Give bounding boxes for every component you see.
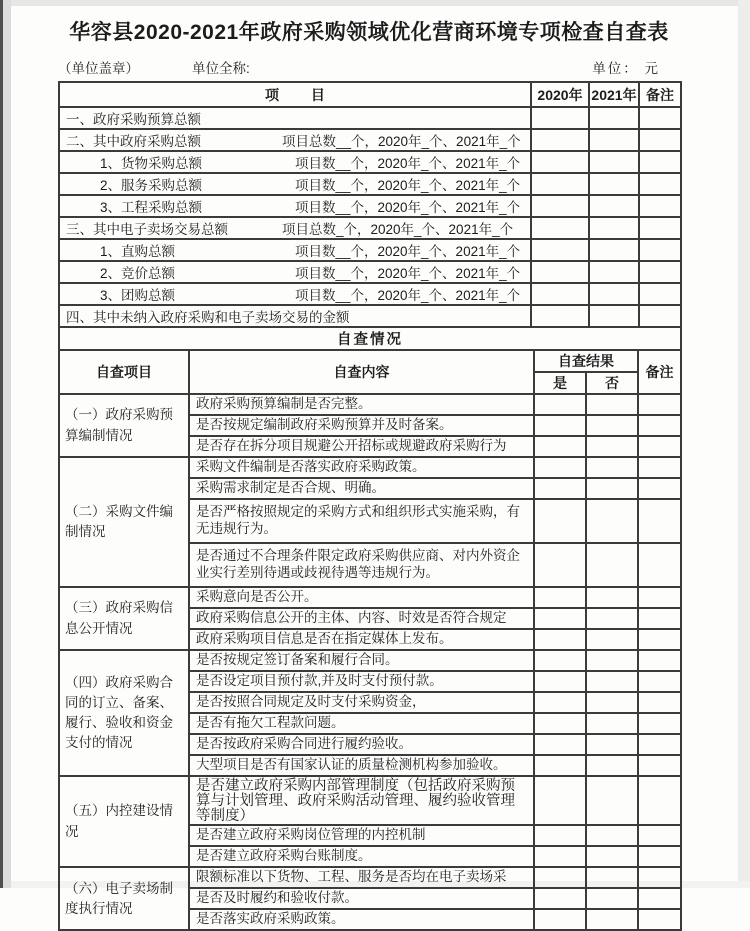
- document-page: [58, 0, 680, 931]
- result-yes-cell: [534, 629, 586, 650]
- row-label: 二、其中政府采购总额: [66, 134, 201, 149]
- note-cell: [638, 436, 681, 457]
- header-note: 备注: [639, 82, 681, 107]
- result-no-cell: [586, 888, 638, 909]
- result-yes-cell: [534, 671, 586, 692]
- result-no-cell: [586, 846, 638, 867]
- summary-header-row: [59, 82, 681, 107]
- selfcheck-header-row-1: [59, 350, 681, 372]
- result-yes-cell: [534, 713, 586, 734]
- result-no-cell: [586, 825, 638, 846]
- value-cell-2020: [531, 283, 589, 305]
- row-label-cell: [59, 239, 531, 261]
- check-item-text: 是否严格按照规定的采购方式和组织形式实施采购，有无违规行为。: [189, 499, 534, 543]
- result-yes-cell: [534, 608, 586, 629]
- note-cell: [638, 629, 681, 650]
- header-item: 项 目: [59, 82, 531, 107]
- header-project: 自查项目: [59, 350, 189, 394]
- check-row: [59, 587, 681, 608]
- result-yes-cell: [534, 776, 586, 825]
- result-yes-cell: [534, 755, 586, 776]
- note-cell: [638, 415, 681, 436]
- note-cell: [638, 867, 681, 888]
- selfcheck-section-title: 自查情况: [59, 327, 681, 350]
- result-no-cell: [586, 692, 638, 713]
- summary-row: [59, 173, 681, 195]
- note-cell: [639, 195, 681, 217]
- result-no-cell: [586, 478, 638, 499]
- result-yes-cell: [534, 394, 586, 415]
- result-yes-cell: [534, 543, 586, 587]
- scan-edge-right: [738, 0, 750, 888]
- header-result: 自查结果: [534, 350, 638, 372]
- row-label: 2、服务采购总额: [100, 178, 203, 193]
- summary-row: [59, 129, 681, 151]
- result-no-cell: [586, 629, 638, 650]
- check-item-text: 是否落实政府采购政策。: [189, 909, 534, 930]
- summary-row: [59, 305, 681, 327]
- note-cell: [638, 755, 681, 776]
- group-label-cell: （三）政府采购信息公开情况: [59, 587, 189, 650]
- value-cell-2021: [589, 151, 639, 173]
- row-label: 三、其中电子卖场交易总额: [66, 222, 228, 237]
- note-cell: [639, 239, 681, 261]
- value-cell-2021: [589, 305, 639, 327]
- header-yes: 是: [534, 372, 586, 394]
- summary-row: [59, 107, 681, 129]
- result-yes-cell: [534, 415, 586, 436]
- check-row: [59, 457, 681, 478]
- value-cell-2021: [589, 261, 639, 283]
- note-cell: [638, 608, 681, 629]
- summary-table: [58, 81, 682, 328]
- seal-label: （单位盖章）: [58, 61, 139, 76]
- result-no-cell: [586, 499, 638, 543]
- result-yes-cell: [534, 909, 586, 930]
- check-row: [59, 394, 681, 415]
- header-2021: 2021年: [589, 82, 639, 107]
- note-cell: [639, 129, 681, 151]
- result-no-cell: [586, 713, 638, 734]
- result-yes-cell: [534, 587, 586, 608]
- row-info: 项目数__个，2020年_个、2021年_个: [295, 200, 521, 215]
- result-no-cell: [586, 909, 638, 930]
- row-label: 1、货物采购总额: [100, 156, 203, 171]
- check-item-text: 是否按规定编制政府采购预算并及时备案。: [189, 415, 534, 436]
- check-item-text: 是否通过不合理条件限定政府采购供应商、对内外资企业实行差别待遇或歧视待遇等违规行为。: [189, 543, 534, 587]
- header-content: 自查内容: [189, 350, 534, 394]
- row-label: 一、政府采购预算总额: [66, 112, 201, 127]
- summary-row: [59, 151, 681, 173]
- note-cell: [638, 825, 681, 846]
- check-item-text: 采购需求制定是否合规、明确。: [189, 478, 534, 499]
- check-item-text: 是否按规定签订备案和履行合同。: [189, 650, 534, 671]
- check-row: [59, 650, 681, 671]
- result-no-cell: [586, 867, 638, 888]
- row-label-cell: [59, 283, 531, 305]
- header-2020: 2020年: [531, 82, 589, 107]
- check-item-text: 是否有拖欠工程款问题。: [189, 713, 534, 734]
- value-cell-2020: [531, 173, 589, 195]
- row-info: 项目数__个，2020年_个、2021年_个: [295, 288, 521, 303]
- check-item-text: 是否按照合同规定及时支付采购资金，: [189, 692, 534, 713]
- value-cell-2020: [531, 129, 589, 151]
- note-cell: [638, 650, 681, 671]
- page-title: 华容县2020-2021年政府采购领域优化营商环境专项检查自查表: [69, 21, 669, 44]
- check-item-text: 是否存在拆分项目规避公开招标或规避政府采购行为: [189, 436, 534, 457]
- value-cell-2021: [589, 107, 639, 129]
- note-cell: [639, 107, 681, 129]
- value-cell-2020: [531, 261, 589, 283]
- row-info: 项目数__个，2020年_个、2021年_个: [295, 244, 521, 259]
- result-yes-cell: [534, 499, 586, 543]
- result-yes-cell: [534, 846, 586, 867]
- result-no-cell: [586, 671, 638, 692]
- check-item-text: 采购意向是否公开。: [189, 587, 534, 608]
- note-cell: [638, 499, 681, 543]
- row-label-cell: [59, 107, 531, 129]
- check-item-text: 是否建立政府采购岗位管理的内控机制: [189, 825, 534, 846]
- result-no-cell: [586, 734, 638, 755]
- scan-edge-left-light: [3, 0, 11, 888]
- group-label-cell: （六）电子卖场制度执行情况: [59, 867, 189, 930]
- row-info: 项目数__个，2020年_个、2021年_个: [295, 266, 521, 281]
- check-item-text: 是否及时履约和验收付款。: [189, 888, 534, 909]
- value-cell-2020: [531, 107, 589, 129]
- selfcheck-table: [58, 326, 682, 931]
- note-cell: [639, 173, 681, 195]
- row-label: 四、其中未纳入政府采购和电子卖场交易的金额: [66, 310, 350, 325]
- result-no-cell: [586, 776, 638, 825]
- result-yes-cell: [534, 436, 586, 457]
- check-item-text: 是否设定项目预付款,并及时支付预付款。: [189, 671, 534, 692]
- value-cell-2021: [589, 217, 639, 239]
- note-cell: [639, 151, 681, 173]
- group-label-cell: （一）政府采购预算编制情况: [59, 394, 189, 457]
- note-cell: [638, 587, 681, 608]
- result-no-cell: [586, 587, 638, 608]
- check-item-text: 政府采购信息公开的主体、内容、时效是否符合规定: [189, 608, 534, 629]
- summary-row: [59, 261, 681, 283]
- check-item-text: 是否建立政府采购内部管理制度（包括政府采购预算与计划管理、政府采购活动管理、履约验收管理等制度）: [189, 776, 534, 825]
- note-cell: [638, 909, 681, 930]
- check-row: [59, 867, 681, 888]
- value-cell-2020: [531, 195, 589, 217]
- summary-row: [59, 195, 681, 217]
- result-no-cell: [586, 415, 638, 436]
- row-label: 3、工程采购总额: [100, 200, 203, 215]
- note-cell: [638, 846, 681, 867]
- note-cell: [639, 305, 681, 327]
- row-label-cell: [59, 129, 531, 151]
- note-cell: [638, 692, 681, 713]
- result-yes-cell: [534, 734, 586, 755]
- check-row: [59, 776, 681, 825]
- section-band-row: [59, 327, 681, 350]
- unit-label: 单位： 元: [592, 61, 660, 76]
- result-yes-cell: [534, 888, 586, 909]
- row-label-cell: [59, 261, 531, 283]
- result-yes-cell: [534, 867, 586, 888]
- value-cell-2021: [589, 283, 639, 305]
- result-yes-cell: [534, 478, 586, 499]
- summary-row: [59, 239, 681, 261]
- note-cell: [638, 478, 681, 499]
- result-yes-cell: [534, 692, 586, 713]
- row-info: 项目数__个，2020年_个、2021年_个: [295, 178, 521, 193]
- row-label: 3、团购总额: [100, 288, 176, 303]
- result-yes-cell: [534, 457, 586, 478]
- row-label-cell: [59, 217, 531, 239]
- value-cell-2021: [589, 195, 639, 217]
- check-item-text: 是否按政府采购合同进行履约验收。: [189, 734, 534, 755]
- unit-info-row: [58, 57, 680, 77]
- note-cell: [639, 217, 681, 239]
- result-no-cell: [586, 755, 638, 776]
- result-no-cell: [586, 436, 638, 457]
- note-cell: [638, 776, 681, 825]
- row-label: 1、直购总额: [100, 244, 176, 259]
- value-cell-2020: [531, 151, 589, 173]
- row-info: 项目总数__个，2020年_个、2021年_个: [282, 134, 521, 149]
- value-cell-2020: [531, 239, 589, 261]
- row-info: 项目总数_个，2020年_个、2021年_个: [282, 222, 514, 237]
- row-label-cell: [59, 173, 531, 195]
- row-info: 项目数__个，2020年_个、2021年_个: [295, 156, 521, 171]
- result-no-cell: [586, 650, 638, 671]
- note-cell: [638, 734, 681, 755]
- check-item-text: 限额标准以下货物、工程、服务是否均在电子卖场采: [189, 867, 534, 888]
- group-label-cell: （五）内控建设情况: [59, 776, 189, 867]
- unit-name-label: 单位全称:: [192, 61, 250, 76]
- note-cell: [638, 671, 681, 692]
- summary-row: [59, 283, 681, 305]
- result-no-cell: [586, 608, 638, 629]
- note-cell: [638, 713, 681, 734]
- check-item-text: 政府采购项目信息是否在指定媒体上发布。: [189, 629, 534, 650]
- note-cell: [638, 394, 681, 415]
- check-item-text: 采购文件编制是否落实政府采购政策。: [189, 457, 534, 478]
- value-cell-2021: [589, 173, 639, 195]
- row-label: 2、竞价总额: [100, 266, 176, 281]
- result-no-cell: [586, 394, 638, 415]
- group-label-cell: （二）采购文件编制情况: [59, 457, 189, 587]
- note-cell: [639, 261, 681, 283]
- row-label-cell: [59, 195, 531, 217]
- check-item-text: 政府采购预算编制是否完整。: [189, 394, 534, 415]
- value-cell-2020: [531, 217, 589, 239]
- group-label-cell: （四）政府采购合同的订立、备案、履行、验收和资金支付的情况: [59, 650, 189, 776]
- result-no-cell: [586, 457, 638, 478]
- row-label-cell: [59, 151, 531, 173]
- note-cell: [638, 457, 681, 478]
- summary-row: [59, 217, 681, 239]
- header-no: 否: [586, 372, 638, 394]
- check-item-text: 大型项目是否有国家认证的质量检测机构参加验收。: [189, 755, 534, 776]
- header-note: 备注: [638, 350, 681, 394]
- value-cell-2021: [589, 239, 639, 261]
- note-cell: [639, 283, 681, 305]
- value-cell-2020: [531, 305, 589, 327]
- note-cell: [638, 543, 681, 587]
- check-item-text: 是否建立政府采购台账制度。: [189, 846, 534, 867]
- result-no-cell: [586, 543, 638, 587]
- note-cell: [638, 888, 681, 909]
- value-cell-2021: [589, 129, 639, 151]
- result-yes-cell: [534, 650, 586, 671]
- row-label-cell: [59, 305, 531, 327]
- result-yes-cell: [534, 825, 586, 846]
